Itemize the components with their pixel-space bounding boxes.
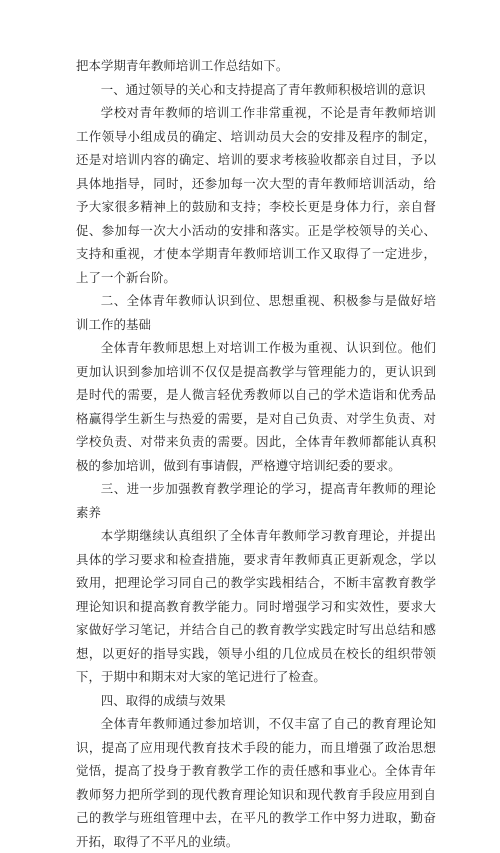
document-body (76, 54, 436, 853)
section-1-paragraph: 学校对青年教师的培训工作非常重视，不论是青年教师培训工作领导小组成员的确定、培训动员大会的安排及程序的制定，还是对培训内容的确定、培训的要求考核验收都亲自过目，予以具体地指导，同时，还参加每一次大型的青年教师培训活动，给予大家很多精神上的鼓励和支持；李校长更是身体力行，亲自督促、参加每一次大小活动的安排和落实。正是学校领导的关心、支持和重视，才使本学期青年教师培训工作又取得了一定进步，上了一个新台阶。 (76, 105, 436, 285)
section-4-heading: 四、取得的成绩与效果 (100, 692, 226, 708)
intro-text: 把本学期青年教师培训工作总结如下。 (76, 58, 289, 73)
section-1-heading: 一、通过领导的关心和支持提高了青年教师积极培训的意识 (100, 81, 426, 97)
section-2-paragraph: 全体青年教师思想上对培训工作极为重视、认识到位。他们更加认识到参加培训不仅仅是提高教学与管理能力的，更认识到是时代的需要，是人微言轻优秀教师以自己的学术造诣和优秀品格赢得学生新生与热爱的需要，是对自己负责、对学生负责、对学校负责、对带来负责的需要。因此，全体青年教师都能认真积极的参加培训，做到有事请假，严格遵守培训纪委的要求。 (76, 340, 436, 473)
section-3-heading: 三、进一步加强教育教学理论的学习，提高青年教师的理论素养 (76, 481, 436, 520)
section-3-paragraph: 本学期继续认真组织了全体青年教师学习教育理论，并提出具体的学习要求和检查措施，要求青年教师真正更新观念，学以致用，把理论学习同自己的教学实践相结合，不断丰富教育教学理论知识和提高教育教学能力。同时增强学习和实效性，要求大家做好学习笔记，并结合自己的教育教学实践定时写出总结和感想，以更好的指导实践，领导小组的几位成员在校长的组织带领下，于期中和期末对大家的笔记进行了检查。 (76, 528, 436, 684)
section-2-heading: 二、全体青年教师认识到位、思想重视、积极参与是做好培训工作的基础 (76, 293, 436, 332)
section-4-paragraph: 全体青年教师通过参加培训，不仅丰富了自己的教育理论知识，提高了应用现代教育技术手段的能力，而且增强了政治思想觉悟，提高了投身于教育教学工作的责任感和事业心。全体青年教师努力把所学到的现代教育理论知识和现代教育手段应用到自己的教学与班组管理中去，在平凡的教学工作中努力进取，勤奋开拓，取得了不平凡的业绩。 (76, 716, 436, 849)
